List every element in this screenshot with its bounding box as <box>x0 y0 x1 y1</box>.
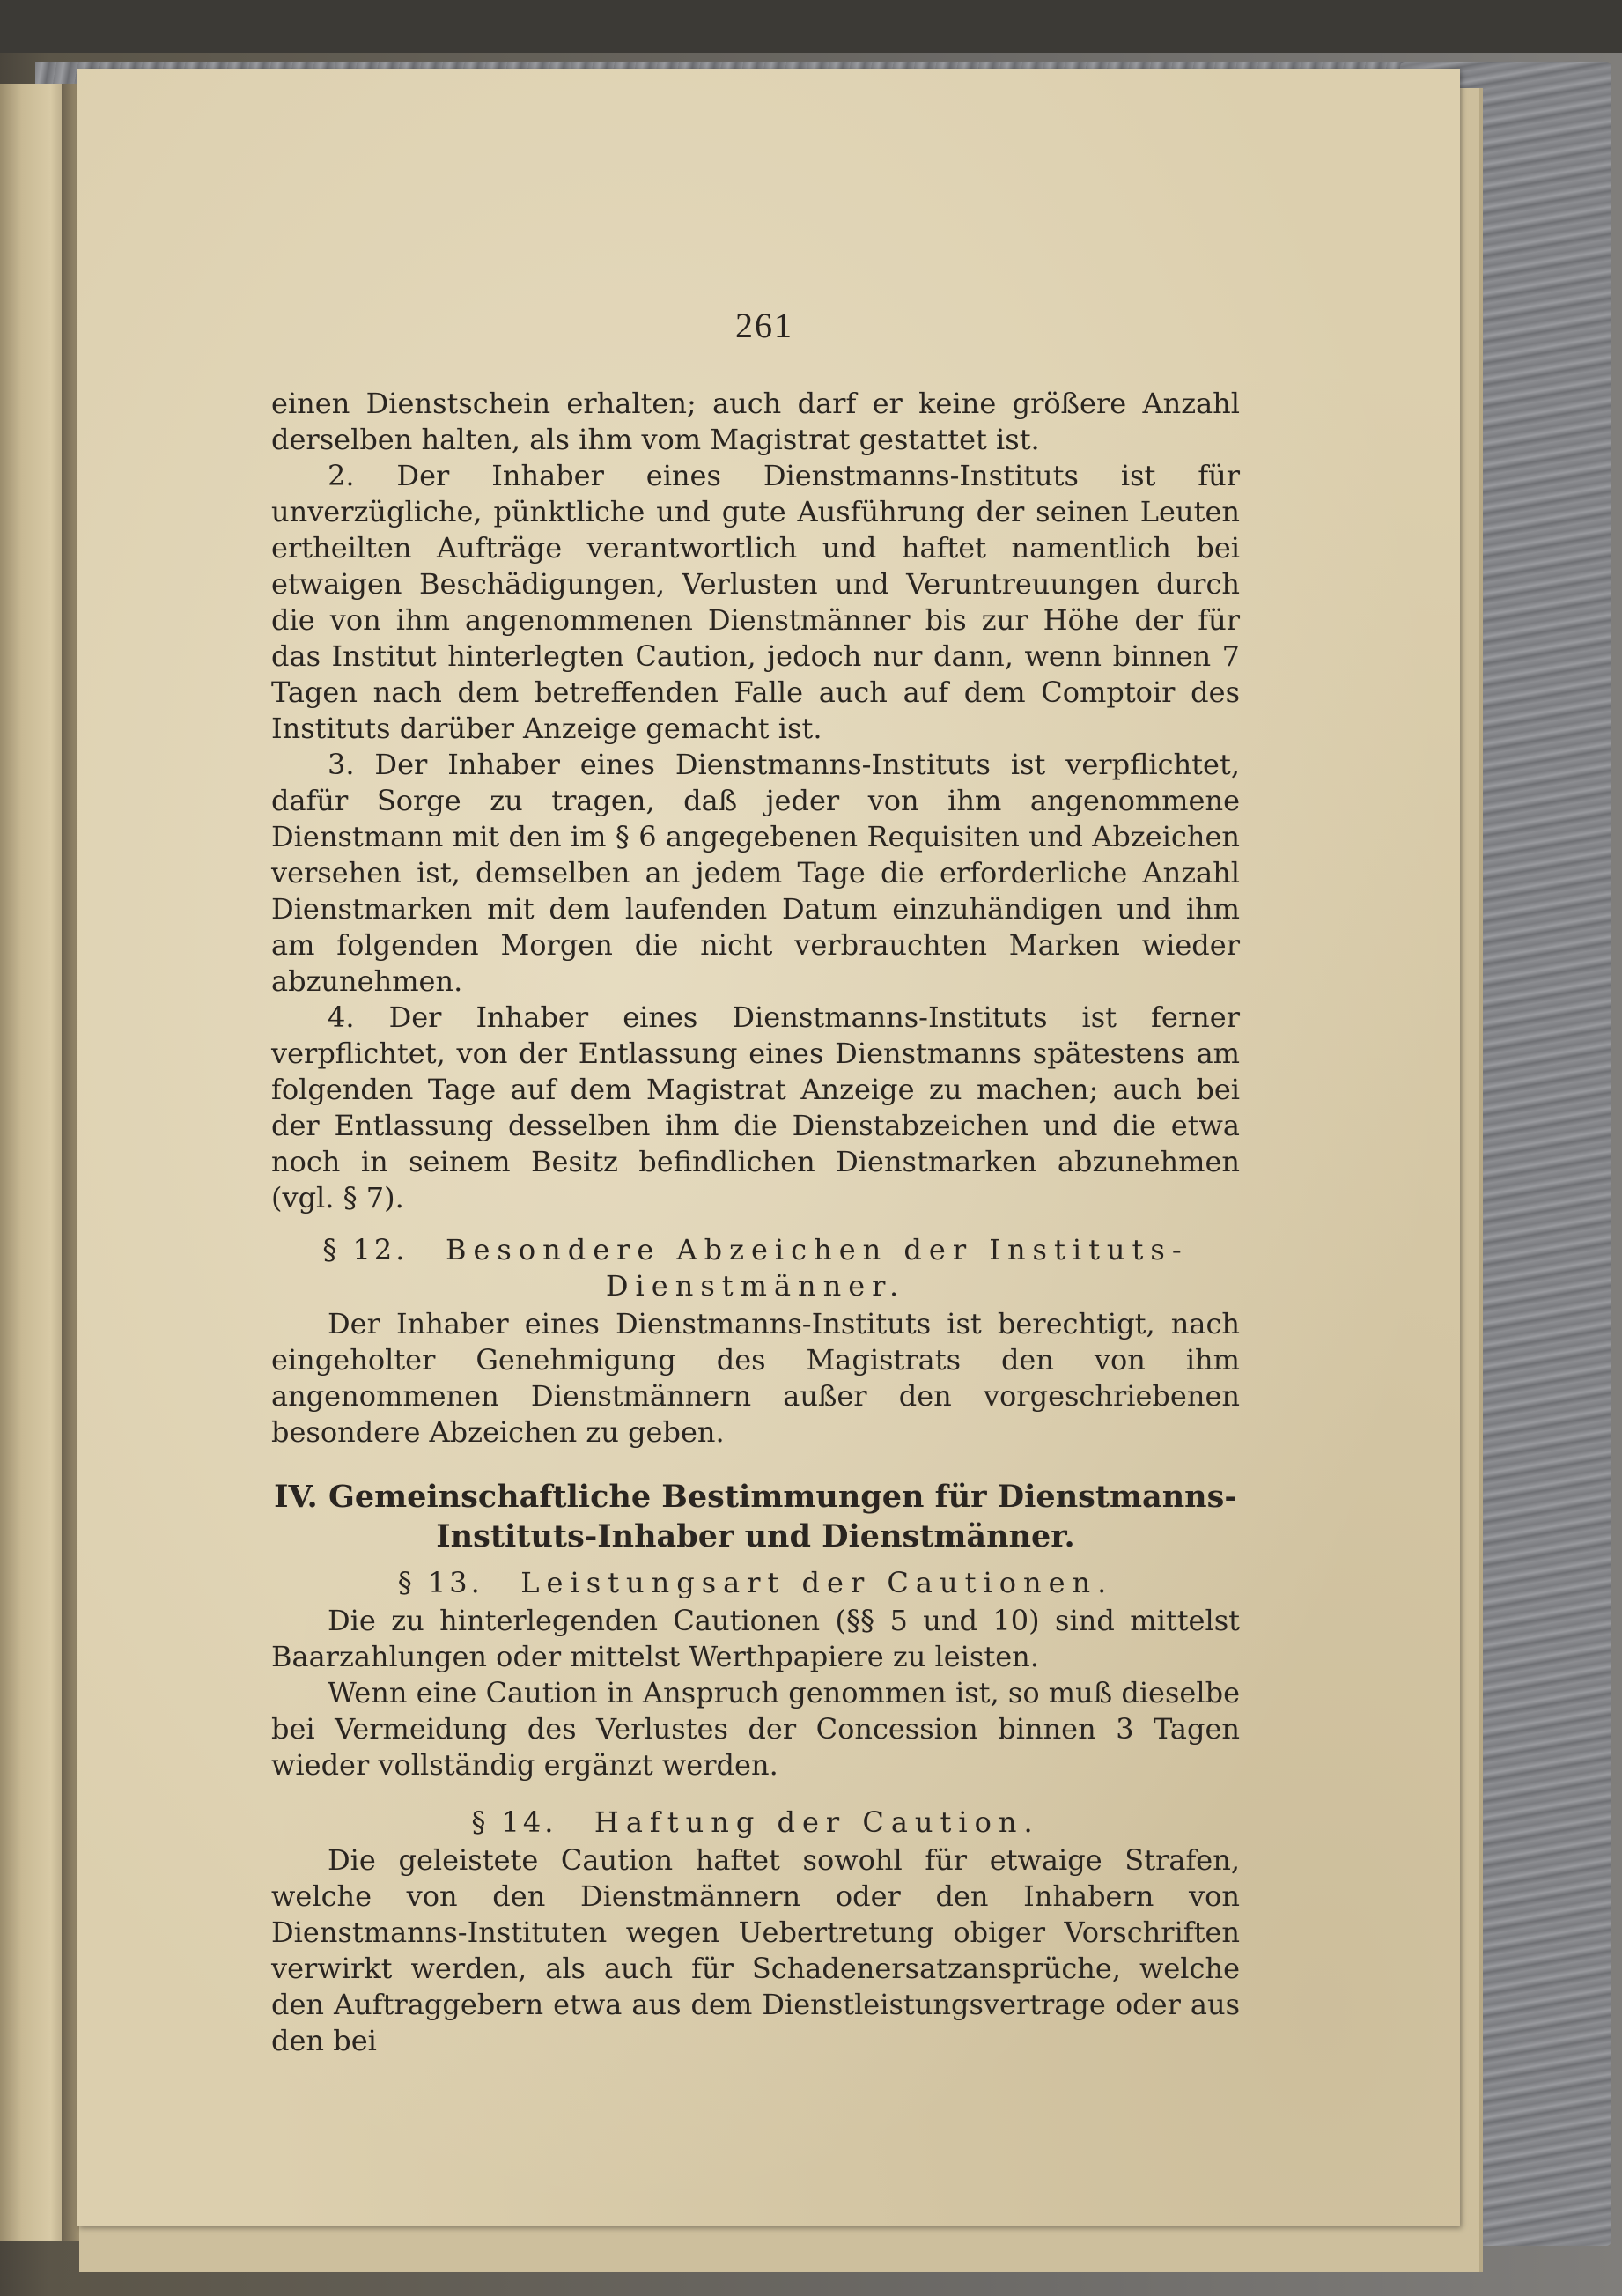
chapter-iv-heading <box>271 1477 1240 1556</box>
section-12-number: § 12. <box>322 1233 409 1266</box>
paragraph-section-14: Die geleistete Caution haftet sowohl für etwaige Strafen, welche von den Dienstmännern oder den Inhabern von Dienstmanns-Instituten wegen Uebertretung obiger Vorschriften verwirkt werden, als auch für Schadenersatzansprüche, welche den Auftraggebern etwa aus dem Dienstleistungsvertrage oder aus den bei <box>271 1843 1240 2057</box>
chapter-number: IV. <box>274 1479 318 1515</box>
section-13-number: § 13. <box>397 1566 483 1599</box>
paragraph-continuation: einen Dienstschein erhalten; auch darf er keine größere Anzahl derselben halten, als ihm vom Magistrat gestattet ist. <box>271 387 1240 456</box>
section-14-heading <box>271 1805 1240 1841</box>
paragraph-section-12: Der Inhaber eines Dienstmanns-Instituts ist berechtigt, nach eingeholter Genehmigung des Magistrats den von ihm angenommenen Dienstmännern außer den vorgeschriebenen besondere Abzeichen zu geben. <box>271 1307 1240 1449</box>
section-12-heading <box>271 1232 1240 1304</box>
section-13-title: Leistungsart der Cautionen. <box>520 1566 1114 1599</box>
paragraph-item-3: 3. Der Inhaber eines Dienstmanns-Instituts ist verpflichtet, dafür Sorge zu tragen, daß jeder von ihm angenommene Dienstmann mit den im § 6 angegebenen Requisiten und Abzeichen versehen ist, demselben an jedem Tage die erforderliche Anzahl Dienstmarken mit dem laufenden Datum einzuhändigen und ihm am folgenden Morgen die nicht verbrauchten Marken wieder abzunehmen. <box>271 748 1240 998</box>
paragraph-item-4: 4. Der Inhaber eines Dienstmanns-Instituts ist ferner verpflichtet, von der Entlassung eines Dienstmanns spätestens am folgenden Tage auf dem Magistrat Anzeige zu machen; auch bei der Entlassung desselben ihm die Dienstabzeichen und die etwa noch in seinem Besitz befindlichen Dienstmarken abzunehmen (vgl. § 7). <box>271 1000 1240 1214</box>
section-13-heading <box>271 1565 1240 1601</box>
section-14-number: § 14. <box>471 1805 557 1839</box>
paragraph-item-2: 2. Der Inhaber eines Dienstmanns-Instituts ist für unverzügliche, pünktliche und gute Ausführung der seinen Leuten ertheilten Aufträge verantwortlich und haftet namentlich bei etwaigen Beschädigungen, Verlusten und Veruntreuungen durch die von ihm angenommenen Dienstmänner bis zur Höhe der für das Institut hinterlegten Caution, jedoch nur dann, wenn binnen 7 Tagen nach dem betreffenden Falle auch auf dem Comptoir des Instituts darüber Anzeige gemacht ist. <box>271 459 1240 745</box>
section-14-title: Haftung der Caution. <box>594 1805 1040 1839</box>
paragraph-section-13-a: Die zu hinterlegenden Cautionen (§§ 5 und 10) sind mittelst Baarzahlungen oder mittelst Werthpapiere zu leisten. <box>271 1604 1240 1673</box>
section-12-title: Besondere Abzeichen der Instituts-Dienstmänner. <box>445 1233 1189 1303</box>
page-number: 261 <box>735 306 793 345</box>
book-page <box>77 69 1460 2226</box>
paragraph-section-13-b: Wenn eine Caution in Anspruch genommen ist, so muß dieselbe bei Vermeidung des Verlustes der Concession binnen 3 Tagen wieder vollständig ergänzt werden. <box>271 1676 1240 1782</box>
page-text <box>271 386 1240 2059</box>
chapter-title: Gemeinschaftliche Bestimmungen für Dienstmanns-Instituts-Inhaber und Dienstmänner. <box>328 1479 1237 1554</box>
